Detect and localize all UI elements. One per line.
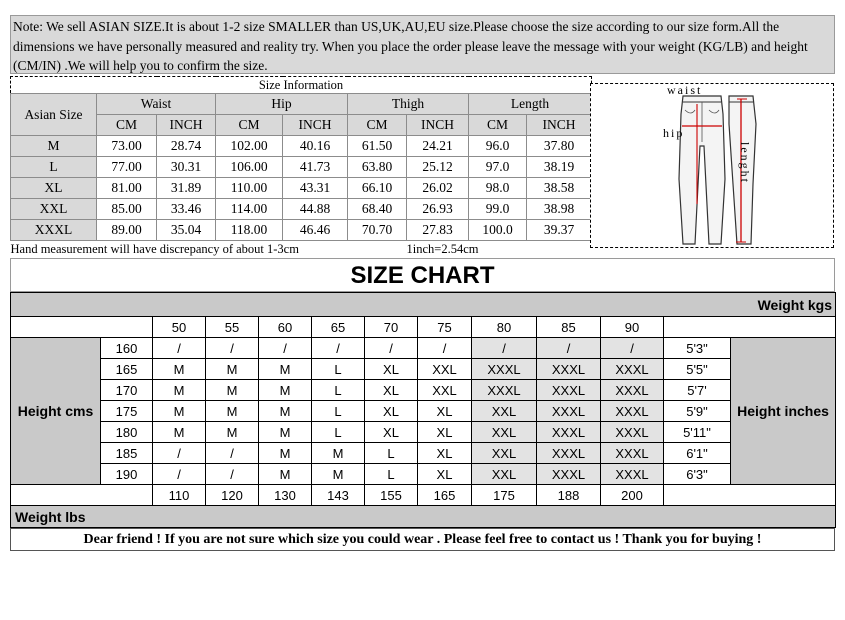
table-row: [11, 464, 836, 485]
measure-value: 27.83: [407, 220, 469, 241]
size-cell: XXXL: [537, 380, 601, 401]
table-row: [11, 401, 836, 422]
size-cell: /: [206, 443, 259, 464]
measure-value: 118.00: [216, 220, 283, 241]
blank-cell: [664, 485, 836, 506]
size-label: XXXL: [11, 220, 97, 241]
measure-value: 28.74: [157, 136, 216, 157]
size-cell: XXL: [418, 380, 472, 401]
size-cell: /: [153, 338, 206, 359]
weight-lbs-value: 120: [206, 485, 259, 506]
size-cell: L: [365, 464, 418, 485]
asian-size-header: Asian Size: [11, 94, 97, 136]
size-cell: /: [418, 338, 472, 359]
size-cell: XL: [418, 443, 472, 464]
height-cm-value: 175: [101, 401, 153, 422]
measure-value: 110.00: [216, 178, 283, 199]
table-row: [11, 220, 592, 241]
measure-value: 106.00: [216, 157, 283, 178]
size-cell: XL: [365, 422, 418, 443]
weight-lbs-value: 188: [537, 485, 601, 506]
pants-illustration: [591, 84, 835, 249]
blank-cell: [664, 317, 836, 338]
measure-value: 38.19: [527, 157, 592, 178]
size-cell: XXL: [472, 422, 537, 443]
hip-label: hip: [663, 126, 685, 140]
weight-lbs-value: 155: [365, 485, 418, 506]
height-cm-value: 170: [101, 380, 153, 401]
weight-kgs-header: Weight kgs: [11, 293, 836, 317]
weight-kg-value: 80: [472, 317, 537, 338]
table-row: [11, 422, 836, 443]
size-cell: XXL: [472, 443, 537, 464]
height-cm-value: 165: [101, 359, 153, 380]
size-cell: L: [312, 359, 365, 380]
weight-lbs-value: 110: [153, 485, 206, 506]
measure-value: 26.02: [407, 178, 469, 199]
size-cell: XXXL: [537, 443, 601, 464]
measure-value: 38.58: [527, 178, 592, 199]
measure-value: 73.00: [97, 136, 157, 157]
measure-value: 100.0: [469, 220, 527, 241]
measure-value: 44.88: [283, 199, 348, 220]
size-cell: XXL: [418, 359, 472, 380]
size-cell: M: [153, 359, 206, 380]
size-cell: XXXL: [601, 401, 664, 422]
height-inches-label: Height inches: [731, 338, 836, 485]
weight-lbs-value: 143: [312, 485, 365, 506]
measure-value: 66.10: [348, 178, 407, 199]
measure-value: 99.0: [469, 199, 527, 220]
table-row: [11, 359, 836, 380]
measure-value: 30.31: [157, 157, 216, 178]
blank-cell: [11, 317, 153, 338]
height-inch-value: 6'3": [664, 464, 731, 485]
measure-value: 41.73: [283, 157, 348, 178]
size-cell: L: [312, 401, 365, 422]
table-row: [11, 443, 836, 464]
unit-header: INCH: [407, 115, 469, 136]
measure-value: 24.21: [407, 136, 469, 157]
weight-lbs-value: 200: [601, 485, 664, 506]
measure-value: 31.89: [157, 178, 216, 199]
size-cell: M: [153, 401, 206, 422]
size-cell: XL: [418, 401, 472, 422]
size-cell: XXL: [472, 401, 537, 422]
size-cell: /: [365, 338, 418, 359]
weight-lbs-value: 130: [259, 485, 312, 506]
size-cell: M: [206, 380, 259, 401]
measure-value: 25.12: [407, 157, 469, 178]
size-information-table: [10, 76, 592, 258]
size-cell: XXXL: [472, 359, 537, 380]
measure-value: 46.46: [283, 220, 348, 241]
size-cell: M: [312, 443, 365, 464]
size-label: L: [11, 157, 97, 178]
weight-kg-value: 55: [206, 317, 259, 338]
size-cell: /: [153, 443, 206, 464]
size-cell: M: [259, 359, 312, 380]
size-cell: XXXL: [537, 401, 601, 422]
size-info-title: Size Information: [11, 77, 592, 94]
size-cell: XXXL: [601, 464, 664, 485]
height-inch-value: 5'9": [664, 401, 731, 422]
measurement-footnote: Hand measurement will have discrepancy of about 1-3cm: [10, 241, 299, 256]
size-cell: M: [206, 422, 259, 443]
measure-value: 33.46: [157, 199, 216, 220]
size-note: Note: We sell ASIAN SIZE.It is about 1-2 size SMALLER than US,UK,AU,EU size.Please choose the size according to our size form.All the dimensions we have personally measured and reality try. When you place the order please leave the message with your weight (KG/LB) and height (CM/IN) .We will help you to confirm the size.: [10, 15, 835, 74]
table-row: [11, 157, 592, 178]
measure-value: 38.98: [527, 199, 592, 220]
height-inch-value: 6'1": [664, 443, 731, 464]
height-inch-value: 5'3": [664, 338, 731, 359]
size-cell: /: [472, 338, 537, 359]
unit-header: INCH: [527, 115, 592, 136]
measure-group-header: Thigh: [348, 94, 469, 115]
contact-footer: Dear friend ! If you are not sure which size you could wear . Please feel free to contact us ! Thank you for buying !: [10, 528, 835, 551]
size-cell: M: [206, 359, 259, 380]
height-inch-value: 5'5": [664, 359, 731, 380]
size-cell: M: [312, 464, 365, 485]
measure-value: 77.00: [97, 157, 157, 178]
table-row: [11, 199, 592, 220]
weight-lbs-value: 175: [472, 485, 537, 506]
size-cell: XL: [418, 464, 472, 485]
weight-kg-value: 50: [153, 317, 206, 338]
weight-kg-value: 65: [312, 317, 365, 338]
height-inch-value: 5'7': [664, 380, 731, 401]
measure-value: 85.00: [97, 199, 157, 220]
size-cell: XL: [365, 401, 418, 422]
size-cell: XXXL: [601, 443, 664, 464]
size-cell: M: [206, 401, 259, 422]
measure-value: 81.00: [97, 178, 157, 199]
height-cm-value: 180: [101, 422, 153, 443]
weight-kg-value: 75: [418, 317, 472, 338]
unit-header: CM: [348, 115, 407, 136]
measure-value: 68.40: [348, 199, 407, 220]
size-cell: XL: [365, 380, 418, 401]
measure-value: 61.50: [348, 136, 407, 157]
measure-value: 40.16: [283, 136, 348, 157]
size-cell: XL: [365, 359, 418, 380]
unit-header: CM: [216, 115, 283, 136]
size-cell: M: [259, 422, 312, 443]
size-cell: XXXL: [601, 359, 664, 380]
measure-value: 89.00: [97, 220, 157, 241]
size-cell: XXXL: [537, 464, 601, 485]
length-label: lenght: [738, 142, 752, 184]
size-cell: /: [206, 338, 259, 359]
table-row: [11, 338, 836, 359]
size-cell: /: [312, 338, 365, 359]
height-inch-value: 5'11": [664, 422, 731, 443]
height-cm-value: 190: [101, 464, 153, 485]
measure-value: 114.00: [216, 199, 283, 220]
size-cell: XL: [418, 422, 472, 443]
size-cell: XXXL: [537, 422, 601, 443]
measure-value: 43.31: [283, 178, 348, 199]
size-cell: XXXL: [601, 380, 664, 401]
height-cms-label: Height cms: [11, 338, 101, 485]
unit-header: INCH: [283, 115, 348, 136]
unit-header: CM: [469, 115, 527, 136]
waist-label: waist: [667, 84, 703, 97]
size-cell: M: [153, 422, 206, 443]
weight-kg-value: 90: [601, 317, 664, 338]
pants-diagram: [590, 83, 834, 248]
size-cell: XXXL: [472, 380, 537, 401]
weight-lbs-header: Weight lbs: [11, 506, 836, 528]
size-cell: M: [259, 464, 312, 485]
measure-value: 39.37: [527, 220, 592, 241]
size-cell: XXXL: [601, 422, 664, 443]
height-cm-value: 160: [101, 338, 153, 359]
size-cell: /: [153, 464, 206, 485]
size-cell: /: [537, 338, 601, 359]
weight-kg-value: 85: [537, 317, 601, 338]
measure-group-header: Hip: [216, 94, 348, 115]
size-cell: M: [259, 380, 312, 401]
size-cell: L: [365, 443, 418, 464]
inch-conversion: 1inch=2.54cm: [406, 241, 479, 256]
table-row: [11, 380, 836, 401]
table-row: [11, 136, 592, 157]
unit-header: CM: [97, 115, 157, 136]
size-label: XL: [11, 178, 97, 199]
size-chart-title: SIZE CHART: [10, 258, 835, 292]
weight-kg-value: 60: [259, 317, 312, 338]
size-cell: XXXL: [537, 359, 601, 380]
height-cm-value: 185: [101, 443, 153, 464]
size-label: M: [11, 136, 97, 157]
measure-value: 97.0: [469, 157, 527, 178]
measure-value: 98.0: [469, 178, 527, 199]
measure-value: 102.00: [216, 136, 283, 157]
weight-lbs-value: 165: [418, 485, 472, 506]
measure-value: 70.70: [348, 220, 407, 241]
size-cell: M: [259, 443, 312, 464]
size-cell: /: [601, 338, 664, 359]
size-cell: XXL: [472, 464, 537, 485]
measure-value: 37.80: [527, 136, 592, 157]
size-cell: L: [312, 380, 365, 401]
size-cell: M: [259, 401, 312, 422]
unit-header: INCH: [157, 115, 216, 136]
table-row: [11, 178, 592, 199]
size-cell: M: [153, 380, 206, 401]
measure-value: 63.80: [348, 157, 407, 178]
weight-kg-value: 70: [365, 317, 418, 338]
measure-group-header: Waist: [97, 94, 216, 115]
size-cell: /: [206, 464, 259, 485]
size-label: XXL: [11, 199, 97, 220]
measure-value: 26.93: [407, 199, 469, 220]
blank-cell: [11, 485, 153, 506]
measure-group-header: Length: [469, 94, 592, 115]
size-chart-table: [10, 292, 836, 528]
measure-value: 35.04: [157, 220, 216, 241]
size-cell: L: [312, 422, 365, 443]
size-cell: /: [259, 338, 312, 359]
measure-value: 96.0: [469, 136, 527, 157]
